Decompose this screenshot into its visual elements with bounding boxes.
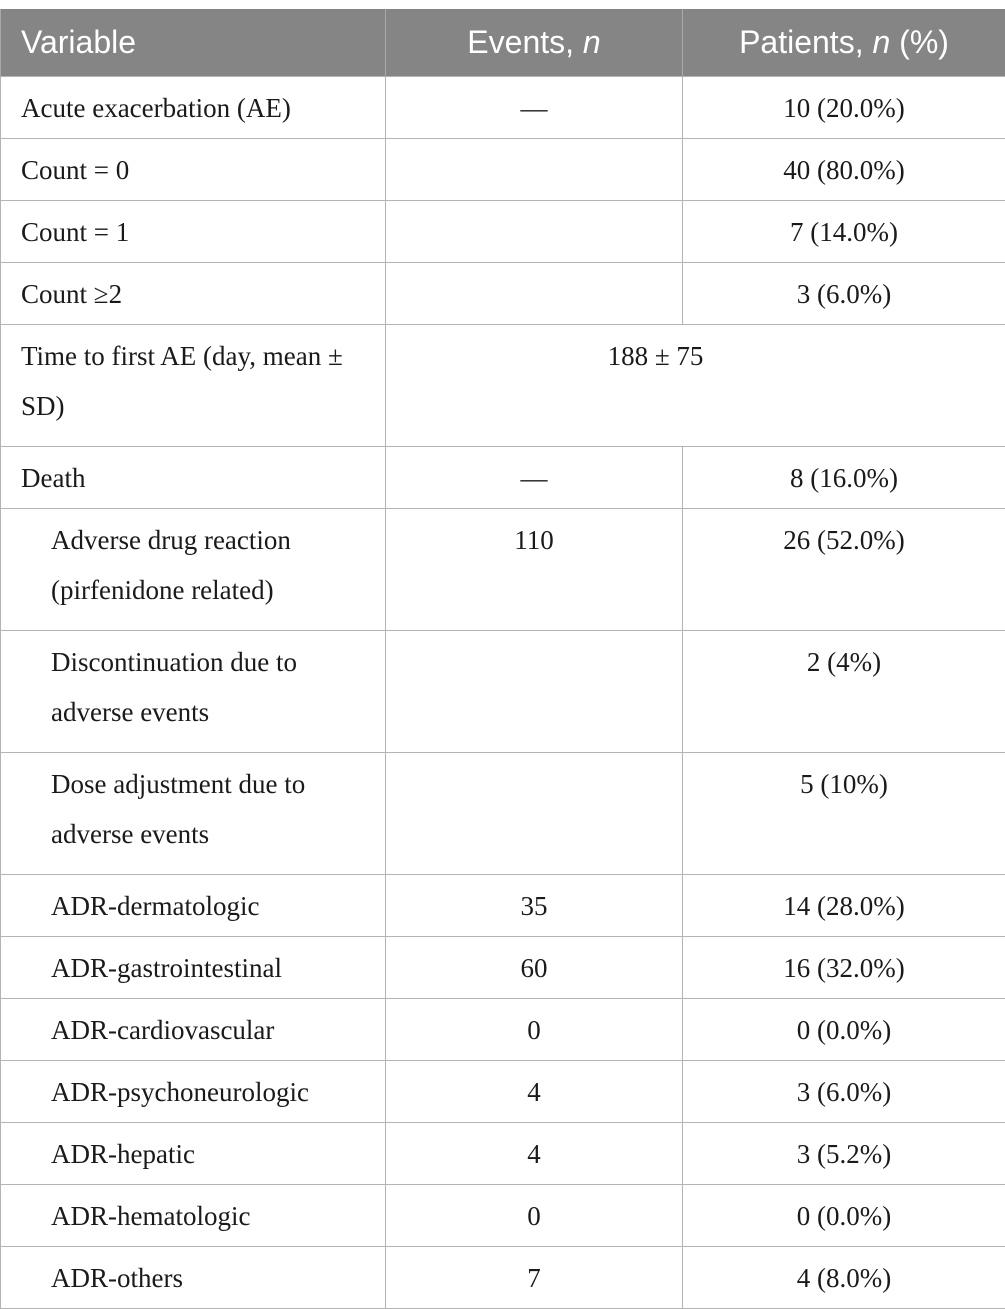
adverse-events-table bbox=[0, 9, 1005, 1309]
cell-variable: Count = 1 bbox=[1, 201, 386, 263]
cell-patients: 3 (6.0%) bbox=[683, 1061, 1005, 1123]
cell-patients: 8 (16.0%) bbox=[683, 447, 1005, 509]
table-row bbox=[1, 1123, 1005, 1185]
cell-variable: Adverse drug reaction (pirfenidone related) bbox=[1, 509, 386, 631]
table-row bbox=[1, 999, 1005, 1061]
cell-patients: 2 (4%) bbox=[683, 631, 1005, 753]
cell-events: 60 bbox=[386, 937, 683, 999]
cell-events: 0 bbox=[386, 1185, 683, 1247]
cell-patients: 7 (14.0%) bbox=[683, 201, 1005, 263]
header-events-label: Events, bbox=[467, 24, 583, 60]
cell-variable: Death bbox=[1, 447, 386, 509]
cell-events bbox=[386, 263, 683, 325]
table-row bbox=[1, 631, 1005, 753]
cell-patients: 0 (0.0%) bbox=[683, 1185, 1005, 1247]
cell-variable: ADR-others bbox=[1, 1247, 386, 1309]
cell-combined: 188 ± 75 bbox=[386, 325, 1005, 447]
table-row bbox=[1, 139, 1005, 201]
cell-variable: ADR-gastrointestinal bbox=[1, 937, 386, 999]
cell-patients: 3 (5.2%) bbox=[683, 1123, 1005, 1185]
table-row bbox=[1, 201, 1005, 263]
cell-events: 35 bbox=[386, 875, 683, 937]
header-patients-percent: (%) bbox=[890, 24, 949, 60]
table-row bbox=[1, 447, 1005, 509]
cell-events: 7 bbox=[386, 1247, 683, 1309]
cell-events: — bbox=[386, 447, 683, 509]
cell-variable: ADR-hematologic bbox=[1, 1185, 386, 1247]
cell-patients: 0 (0.0%) bbox=[683, 999, 1005, 1061]
header-row bbox=[1, 9, 1005, 77]
header-patients-label: Patients, bbox=[739, 24, 872, 60]
cell-variable: Count = 0 bbox=[1, 139, 386, 201]
table-row bbox=[1, 875, 1005, 937]
cell-patients: 40 (80.0%) bbox=[683, 139, 1005, 201]
table-row bbox=[1, 937, 1005, 999]
table-row bbox=[1, 77, 1005, 139]
cell-patients: 14 (28.0%) bbox=[683, 875, 1005, 937]
cell-events: 0 bbox=[386, 999, 683, 1061]
cell-variable: Dose adjustment due to adverse events bbox=[1, 753, 386, 875]
cell-variable: ADR-cardiovascular bbox=[1, 999, 386, 1061]
cell-variable: Acute exacerbation (AE) bbox=[1, 77, 386, 139]
cell-events: — bbox=[386, 77, 683, 139]
table-row bbox=[1, 1247, 1005, 1309]
cell-events: 4 bbox=[386, 1061, 683, 1123]
table-header bbox=[1, 9, 1005, 77]
cell-variable: Discontinuation due to adverse events bbox=[1, 631, 386, 753]
cell-patients: 10 (20.0%) bbox=[683, 77, 1005, 139]
cell-variable: Count ≥2 bbox=[1, 263, 386, 325]
header-patients-n: n bbox=[872, 24, 890, 60]
cell-patients: 26 (52.0%) bbox=[683, 509, 1005, 631]
cell-events bbox=[386, 139, 683, 201]
cell-events bbox=[386, 631, 683, 753]
table-body bbox=[1, 77, 1005, 1309]
cell-patients: 16 (32.0%) bbox=[683, 937, 1005, 999]
header-patients bbox=[683, 9, 1005, 77]
cell-events: 110 bbox=[386, 509, 683, 631]
header-variable: Variable bbox=[1, 9, 386, 77]
cell-events: 4 bbox=[386, 1123, 683, 1185]
table-row bbox=[1, 263, 1005, 325]
table-row bbox=[1, 1185, 1005, 1247]
cell-patients: 3 (6.0%) bbox=[683, 263, 1005, 325]
cell-variable: ADR-psychoneurologic bbox=[1, 1061, 386, 1123]
table-row bbox=[1, 509, 1005, 631]
cell-patients: 4 (8.0%) bbox=[683, 1247, 1005, 1309]
table-row bbox=[1, 1061, 1005, 1123]
table-row bbox=[1, 325, 1005, 447]
header-events bbox=[386, 9, 683, 77]
cell-events bbox=[386, 753, 683, 875]
cell-variable: ADR-hepatic bbox=[1, 1123, 386, 1185]
cell-variable: Time to first AE (day, mean ± SD) bbox=[1, 325, 386, 447]
table-row bbox=[1, 753, 1005, 875]
cell-events bbox=[386, 201, 683, 263]
header-events-n: n bbox=[583, 24, 601, 60]
cell-patients: 5 (10%) bbox=[683, 753, 1005, 875]
cell-variable: ADR-dermatologic bbox=[1, 875, 386, 937]
